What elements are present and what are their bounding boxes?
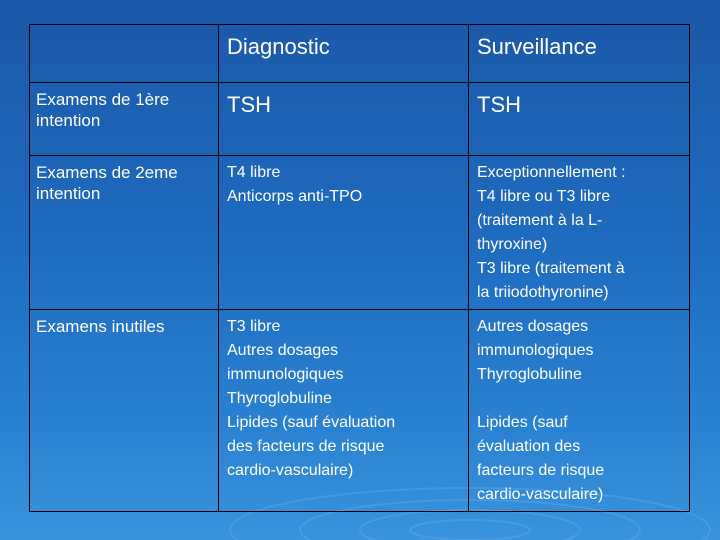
cell-line: T3 libre (traitement à: [477, 260, 625, 277]
cell-line: immunologiques: [477, 342, 594, 359]
cell-line: T3 libre: [227, 318, 281, 335]
cell-line: des facteurs de risque: [227, 438, 385, 455]
cell-line: cardio-vasculaire): [477, 486, 604, 503]
label-line: Examens de 1ère: [36, 90, 170, 109]
table-row: [30, 156, 690, 310]
table-row: [30, 310, 690, 512]
header-surveillance: Surveillance: [469, 25, 690, 83]
cell-line: immunologiques: [227, 366, 344, 383]
row-label-first-line: [30, 83, 219, 156]
label-line: Examens inutiles: [36, 317, 165, 336]
cell-line: (traitement à la L-: [477, 212, 603, 229]
label-line: intention: [36, 184, 101, 203]
cell-line: Thyroglobuline: [227, 390, 332, 407]
cell-line: Lipides (sauf évaluation: [227, 414, 396, 431]
cell-diagnostic: [219, 156, 469, 310]
cell-surveillance: [469, 83, 690, 156]
cell-line: Lipides (sauf: [477, 414, 568, 431]
comparison-table: [29, 24, 690, 512]
row-label-useless: [30, 310, 219, 512]
label-line: Examens de 2eme: [36, 163, 178, 182]
cell-line: thyroxine): [477, 236, 548, 253]
corner-cell: [30, 25, 219, 83]
row-label-second-line: [30, 156, 219, 310]
cell-line: Anticorps anti-TPO: [227, 188, 363, 205]
cell-gap: [477, 387, 685, 411]
cell-line: T4 libre ou T3 libre: [477, 188, 611, 205]
table-row: [30, 83, 690, 156]
cell-line: Exceptionnellement :: [477, 164, 626, 181]
header-diagnostic: Diagnostic: [219, 25, 469, 83]
cell-line: T4 libre: [227, 164, 281, 181]
cell-diagnostic: [219, 310, 469, 512]
cell-line: TSH: [227, 92, 271, 117]
cell-line: évaluation des: [477, 438, 581, 455]
cell-line: la triiodothyronine): [477, 284, 609, 301]
cell-line: Autres dosages: [227, 342, 339, 359]
cell-line: facteurs de risque: [477, 462, 605, 479]
cell-surveillance: [469, 310, 690, 512]
cell-line: TSH: [477, 92, 521, 117]
label-line: intention: [36, 111, 101, 130]
cell-line: cardio-vasculaire): [227, 462, 354, 479]
cell-diagnostic: [219, 83, 469, 156]
cell-line: Autres dosages: [477, 318, 589, 335]
cell-line: Thyroglobuline: [477, 366, 582, 383]
header-row: [30, 25, 690, 83]
cell-surveillance: [469, 156, 690, 310]
